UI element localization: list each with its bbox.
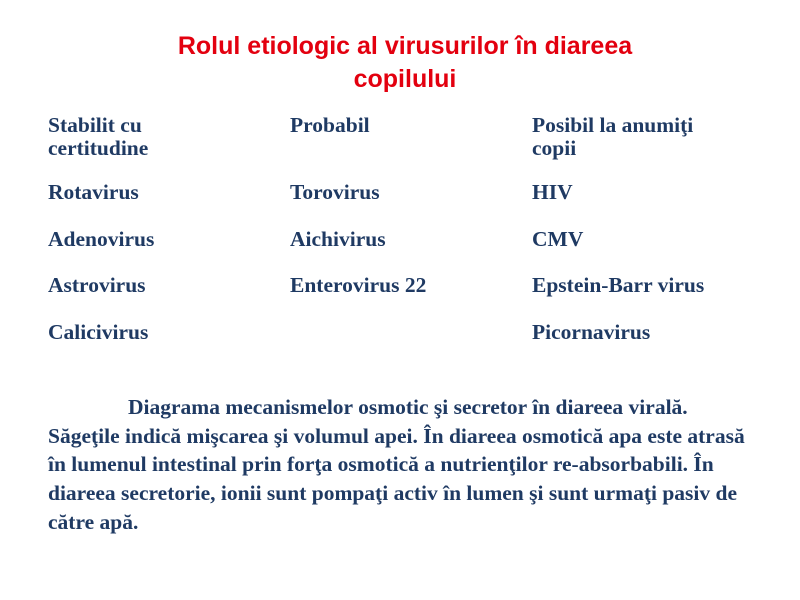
virus-table — [48, 114, 768, 367]
header-possible-line-1: Posibil la anumiţi — [532, 113, 694, 137]
diagram-description: Diagrama mecanismelor osmotic şi secretor în diareea virală. Săgeţile indică mişcarea şi volumul apei. În diareea osmotică apa este atrasă în lumenul intestinal prin forţa osmotică a nutrienţilor re-absorbabili. În diareea secretorie, ionii sunt pompaţi activ în lumen şi sunt urmaţi pasiv de către apă. — [48, 395, 745, 534]
header-possible-line-2: copii — [532, 136, 577, 160]
table-cell — [290, 321, 532, 368]
header-possible — [532, 114, 768, 181]
table-cell: Torovirus — [290, 180, 380, 204]
table-cell: Epstein-Barr virus — [532, 273, 705, 297]
table-cell: Adenovirus — [48, 226, 155, 251]
table-cell: CMV — [532, 226, 584, 251]
table-cell: HIV — [532, 180, 573, 204]
table-row — [48, 321, 768, 368]
header-established-line-1: Stabilit cu — [48, 113, 142, 137]
slide-title-line-2: copilului — [353, 65, 457, 93]
table-row — [48, 181, 768, 228]
header-probable-line-1: Probabil — [290, 113, 370, 137]
header-established — [48, 114, 290, 181]
table-row — [48, 274, 768, 321]
slide-title — [60, 30, 750, 96]
header-probable — [290, 114, 532, 181]
slide-title-line-1: Rolul etiologic al virusurilor în diareea — [177, 32, 633, 60]
table-cell: Astrovirus — [48, 273, 146, 297]
table-cell: Calicivirus — [48, 319, 149, 344]
table-cell: Aichivirus — [290, 226, 386, 251]
table-cell: Enterovirus 22 — [290, 273, 427, 297]
table-row — [48, 228, 768, 275]
header-established-line-2: certitudine — [48, 136, 149, 160]
table-cell: Rotavirus — [48, 180, 139, 204]
table-cell: Picornavirus — [532, 319, 651, 344]
table-header-row — [48, 114, 768, 181]
